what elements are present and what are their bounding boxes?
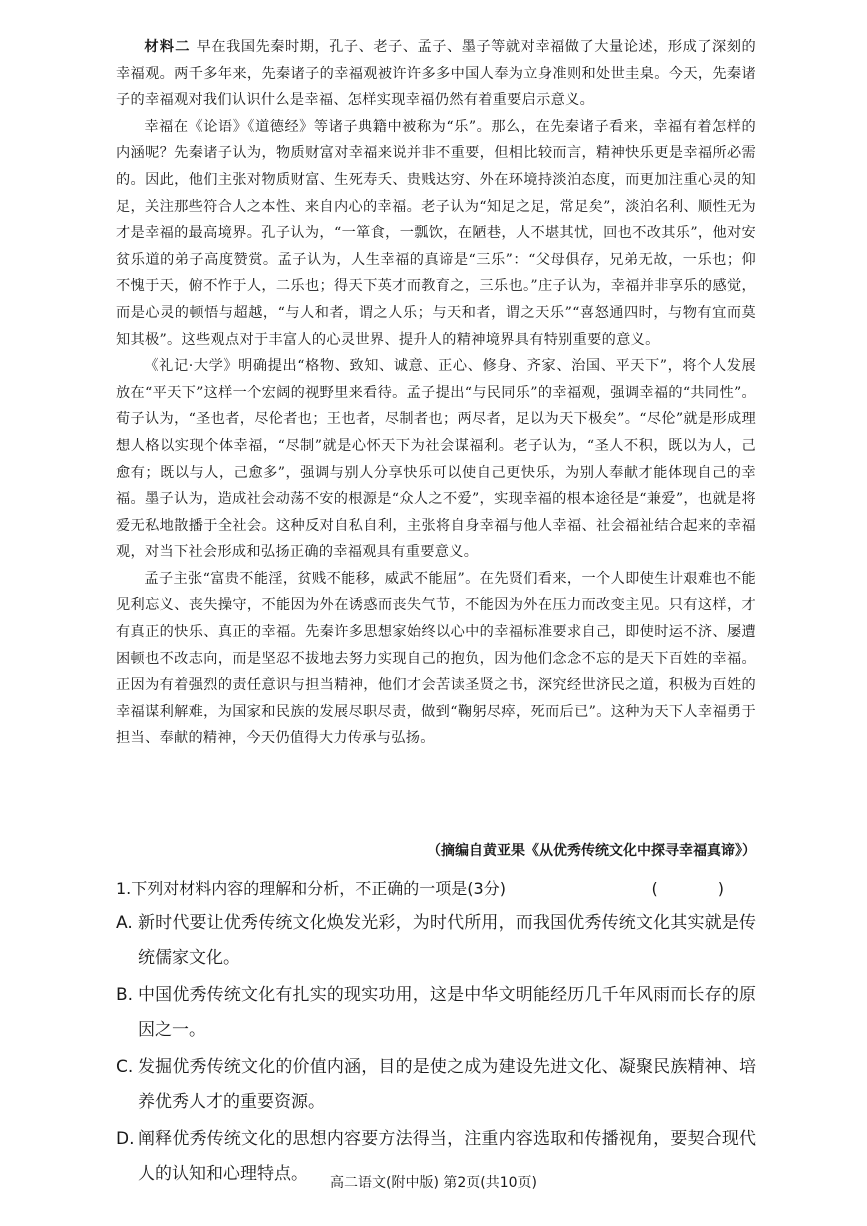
option-b <box>116 978 756 1048</box>
paragraph-1 <box>116 34 756 114</box>
paragraph-1-text: 早在我国先秦时期，孔子、老子、孟子、墨子等就对幸福做了大量论述，形成了深刻的幸福观。两千多年来，先秦诸子的幸福观被许许多多中国人奉为立身准则和处世圭臬。今天，先秦诸子的幸福观对我们认识什么是幸福、怎样实现幸福仍然有着重要启示意义。 <box>116 39 756 109</box>
paragraph-4: 孟子主张“富贵不能淫，贫贱不能移，威武不能屈”。在先贤们看来，一个人即使生计艰难也不能见利忘义、丧失操守，不能因为外在诱惑而丧失气节，不能因为外在压力而改变主见。只有这样，才有真正的快乐、真正的幸福。先秦许多思想家始终以心中的幸福标准要求自己，即使时运不济、屡遭困顿也不改志向，而是坚忍不拔地去努力实现自己的抱负，因为他们念念不忘的是天下百姓的幸福。正因为有着强烈的责任意识与担当精神，他们才会苦读圣贤之书，深究经世济民之道，积极为百姓的幸福谋利解难，为国家和民族的发展尽职尽责，做到“鞠躬尽瘁，死而后已”。这种为天下人幸福勇于担当、奉献的精神，今天仍值得大力传承与弘扬。 <box>116 570 756 747</box>
option-a <box>116 906 756 976</box>
material-label: 材料二 <box>144 39 191 55</box>
option-a-text: 新时代要让优秀传统文化焕发光彩，为时代所用，而我国优秀传统文化其实就是传统儒家文化。 <box>138 913 756 968</box>
paragraph-2: 幸福在《论语》《道德经》等诸子典籍中被称为“乐”。那么，在先秦诸子看来，幸福有着怎样的内涵呢？先秦诸子认为，物质财富对幸福来说并非不重要，但相比较而言，精神快乐更是幸福所必需的。因此，他们主张对物质财富、生死寿夭、贵贱达穷、外在环境持淡泊态度，而更加注重心灵的知足，关注那些符合人之本性、来自内心的幸福。老子认为“知足之足，常足矣”，淡泊名利、顺性无为才是幸福的最高境界。孔子认为，“一箪食，一瓢饮，在陋巷，人不堪其忧，回也不改其乐”，他对安贫乐道的弟子高度赞赏。孟子认为，人生幸福的真谛是“三乐”：“父母俱存，兄弟无故，一乐也；仰不愧于天，俯不怍于人，二乐也；得天下英才而教育之，三乐也。”庄子认为，幸福并非享乐的感觉，而是心灵的顿悟与超越，“与人和者，谓之人乐；与天和者，谓之天乐”“喜怒通四时，与物有宜而莫知其极”。这些观点对于丰富人的心灵世界、提升人的精神境界具有特别重要的意义。 <box>116 118 756 348</box>
option-d-text: 阐释优秀传统文化的思想内容要方法得当，注重内容选取和传播视角，要契合现代人的认知和心理特点。 <box>138 1129 756 1184</box>
option-a-key: A. <box>116 913 133 933</box>
answer-bracket: ( ) <box>651 879 746 898</box>
question-stem-text: 1.下列对材料内容的理解和分析，不正确的一项是(3分) <box>116 879 506 898</box>
option-c <box>116 1050 756 1120</box>
option-b-text: 中国优秀传统文化有扎实的现实功用，这是中华文明能经历几千年风雨而长存的原因之一。 <box>138 985 756 1040</box>
option-c-key: C. <box>116 1057 134 1077</box>
material-two-text <box>116 34 756 752</box>
question-stem <box>116 874 756 904</box>
paragraph-3: 《礼记·大学》明确提出“格物、致知、诚意、正心、修身、齐家、治国、平天下”，将个人发展放在“平天下”这样一个宏阔的视野里来看待。孟子提出“与民同乐”的幸福观，强调幸福的“共同性”。荀子认为，“圣也者，尽伦者也；王也者，尽制者也；两尽者，足以为天下极矣”。“尽伦”就是形成理想人格以实现个体幸福，“尽制”就是心怀天下为社会谋福利。老子认为，“圣人不积，既以为人，己愈有；既以与人，己愈多”，强调与别人分享快乐可以使自己更快乐，为别人奉献才能体现自己的幸福。墨子认为，造成社会动荡不安的根源是“众人之不爱”，实现幸福的根本途径是“兼爱”，也就是将爱无私地散播于全社会。这种反对自私自利，主张将自身幸福与他人幸福、社会福祉结合起来的幸福观，对当下社会形成和弘扬正确的幸福观具有重要意义。 <box>116 358 756 561</box>
source-citation: （摘编自黄亚果《从优秀传统文化中探寻幸福真谛》） <box>427 843 756 859</box>
option-d-key: D. <box>116 1129 135 1149</box>
option-c-text: 发掘优秀传统文化的价值内涵，目的是使之成为建设先进文化、凝聚民族精神、培养优秀人才的重要资源。 <box>138 1057 756 1112</box>
option-b-key: B. <box>116 985 134 1005</box>
question-1 <box>116 874 756 1192</box>
page-footer: 高二语文(附中版) 第2页(共10页) <box>329 1175 538 1191</box>
